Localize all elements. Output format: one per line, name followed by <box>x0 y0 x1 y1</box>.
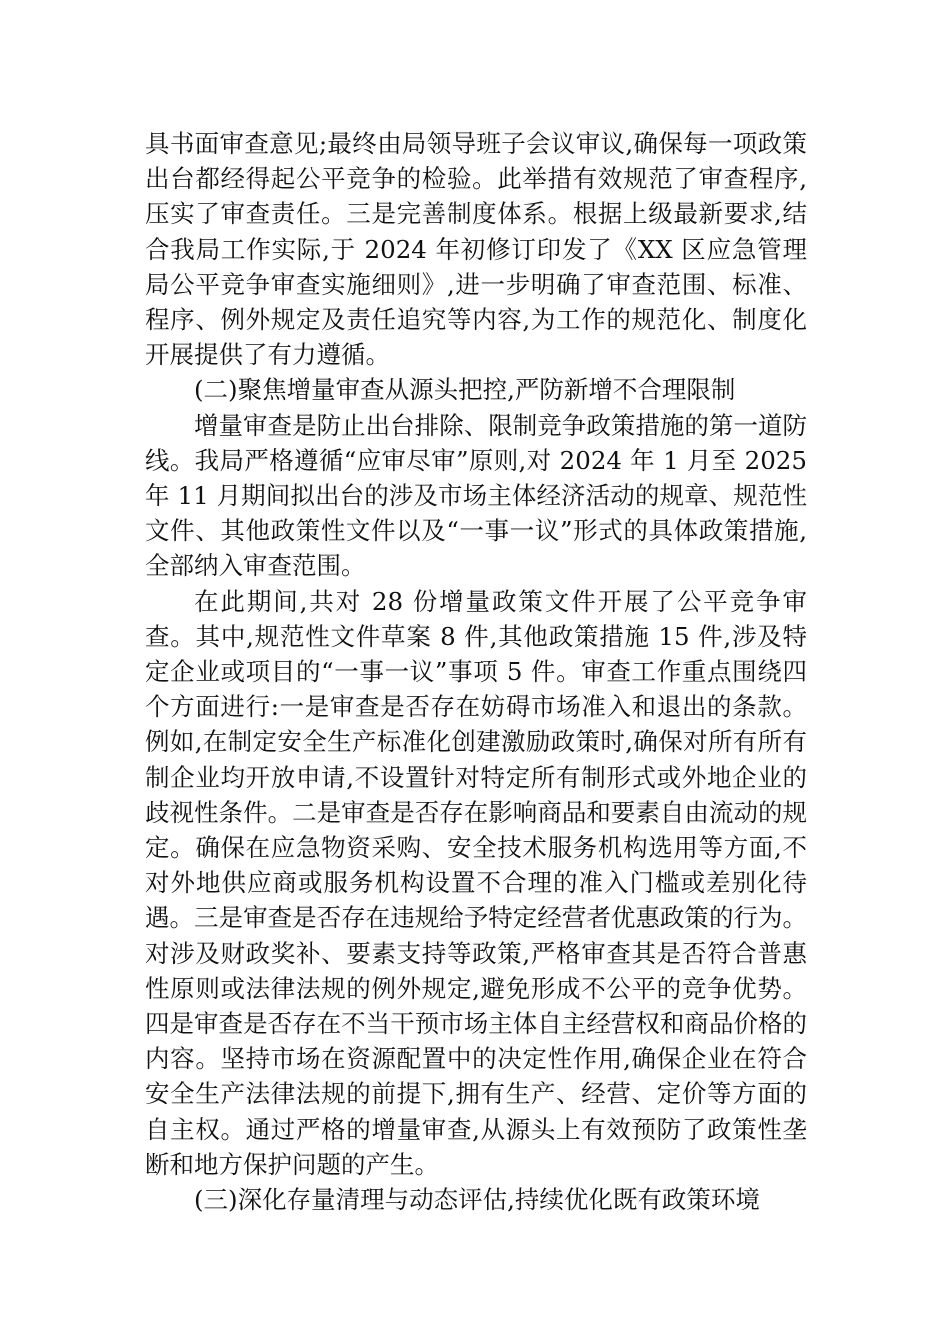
section-heading-2: (二)聚焦增量审查从源头把控,严防新增不合理限制 <box>194 375 736 405</box>
document-body <box>145 126 807 1217</box>
paragraph-continuation: 具书面审查意见;最终由局领导班子会议审议,确保每一项政策出台都经得起公平竞争的检验。此举措有效规范了审查程序,压实了审查责任。三是完善制度体系。根据上级最新要求,结合我局工作实际,于 2024 年初修订印发了《XX 区应急管理局公平竞争审查实施细则》,进一步明确了审查范围、标准、程序、例外规定及责任追究等内容,为工作的规范化、制度化开展提供了有力遵循。 <box>145 129 807 370</box>
paragraph-incremental-review-detail: 在此期间,共对 28 份增量政策文件开展了公平竞争审查。其中,规范性文件草案 8 件,其他政策措施 15 件,涉及特定企业或项目的“一事一议”事项 5 件。审查工作重点围绕四个方面进行:一是审查是否存在妨碍市场准入和退出的条款。例如,在制定安全生产标准化创建激励政策时,确保对所有所有制企业均开放申请,不设置针对特定所有制形式或外地企业的歧视性条件。二是审查是否存在影响商品和要素自由流动的规定。确保在应急物资采购、安全技术服务机构选用等方面,不对外地供应商或服务机构设置不合理的准入门槛或差别化待遇。三是审查是否存在违规给予特定经营者优惠政策的行为。对涉及财政奖补、要素支持等政策,严格审查其是否符合普惠性原则或法律法规的例外规定,避免形成不公平的竞争优势。四是审查是否存在不当干预市场主体自主经营权和商品价格的内容。坚持市场在资源配置中的决定性作用,确保企业在符合安全生产法律法规的前提下,拥有生产、经营、定价等方面的自主权。通过严格的增量审查,从源头上有效预防了政策性垄断和地方保护问题的产生。 <box>145 586 807 1179</box>
section-heading-3: (三)深化存量清理与动态评估,持续优化既有政策环境 <box>194 1185 760 1215</box>
paragraph-incremental-review-intro: 增量审查是防止出台排除、限制竞争政策措施的第一道防线。我局严格遵循“应审尽审”原则,对 2024 年 1 月至 2025 年 11 月期间拟出台的涉及市场主体经济活动的规章、规范性文件、其他政策性文件以及“一事一议”形式的具体政策措施,全部纳入审查范围。 <box>145 410 807 581</box>
